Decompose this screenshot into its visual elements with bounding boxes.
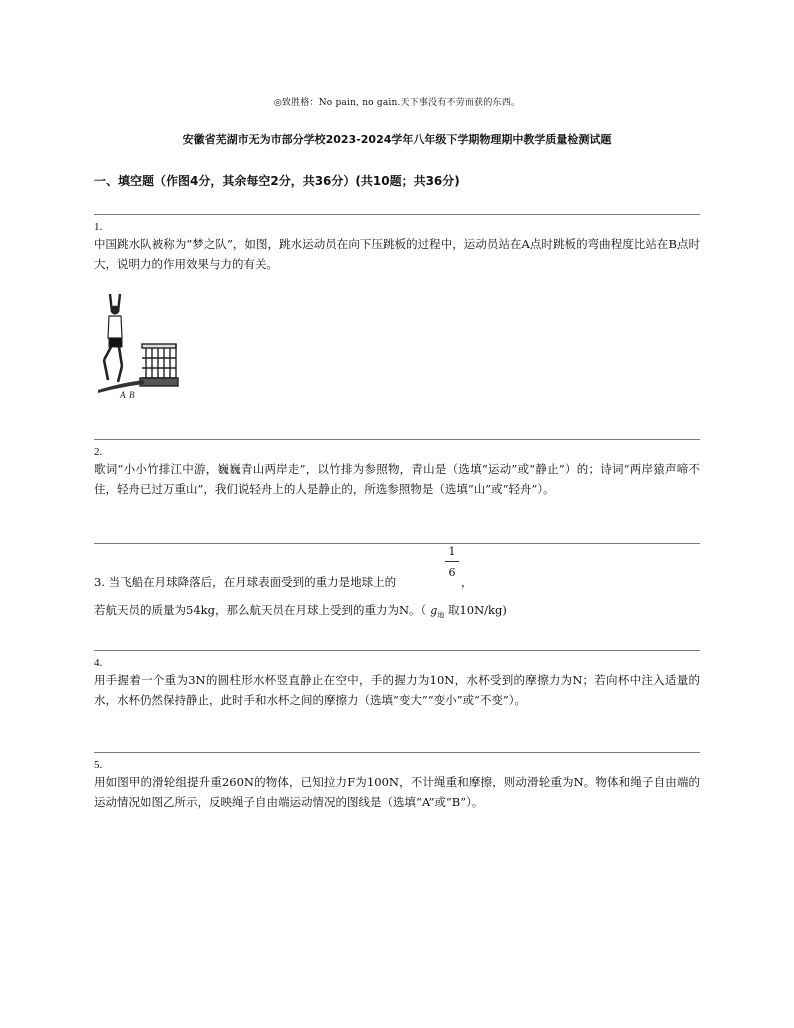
fraction-denominator: 6 <box>448 566 456 579</box>
fraction-bar <box>445 561 459 562</box>
question-text: 用如图甲的滑轮组提升重260N的物体，已知拉力F为100N，不计绳重和摩擦，则动滑轮重为N。物体和绳子自由端的运动情况如图乙所示，反映绳子自由端运动情况的图线是（选填“A”或“B”）。 <box>94 775 700 809</box>
exam-title: 安徽省芜湖市无为市部分学校2023-2024学年八年级下学期物理期中教学质量检测试题 <box>182 133 612 146</box>
question-text: 若航天员的质量为54kg，那么航天员在月球上受到的重力为N。（ <box>94 603 427 617</box>
question-text-comma: ， <box>461 575 473 589</box>
question-text-line1 <box>94 545 700 592</box>
motto-line: ◎致胜格：No pain, no gain.天下事没有不劳而获的东西。 <box>273 98 521 108</box>
question-4 <box>94 650 700 710</box>
question-2 <box>94 439 700 499</box>
question-5 <box>94 752 700 812</box>
section-heading: 一、填空题（作图4分，其余每空2分，共36分）(共10题；共36分) <box>94 174 460 188</box>
question-1 <box>94 214 700 274</box>
question-text: 中国跳水队被称为“梦之队”，如图，跳水运动员在向下压跳板的过程中，运动员站在A点时跳板的弯曲程度比站在B点时大，说明力的作用效果与力的有关。 <box>94 237 700 271</box>
question-text: 取10N/kg) <box>444 603 507 617</box>
question-number: 2. <box>94 446 103 458</box>
figure-label-b: B <box>129 390 135 400</box>
gravity-subscript: 地 <box>437 611 445 620</box>
fraction-one-sixth <box>445 545 459 579</box>
question-3 <box>94 543 700 625</box>
figure-label-a: A <box>120 390 126 400</box>
question-text: 歌词“小小竹排江中游，巍巍青山两岸走”，以竹排为参照物，青山是（选填“运动”或“静止”）的；诗词“两岸猿声啼不住，轻舟已过万重山”，我们说轻舟上的人是静止的，所选参照物是（选填“山”或“轻舟”）。 <box>94 462 700 496</box>
question-number: 1. <box>94 221 103 233</box>
diver-springboard-figure <box>94 288 180 400</box>
question-text-line2 <box>94 600 700 625</box>
fraction-numerator: 1 <box>448 545 456 558</box>
question-text: 3. 当飞船在月球降落后，在月球表面受到的重力是地球上的 <box>94 575 397 589</box>
question-text: 用手握着一个重为3N的圆柱形水杯竖直静止在空中，手的握力为10N，水杯受到的摩擦力为N；若向杯中注入适量的水，水杯仍然保持静止，此时手和水杯之间的摩擦力（选填“变大”“变小”或“不变”）。 <box>94 673 700 707</box>
question-number: 4. <box>94 657 103 669</box>
gravity-symbol: g <box>430 604 438 617</box>
question-number: 5. <box>94 759 103 771</box>
